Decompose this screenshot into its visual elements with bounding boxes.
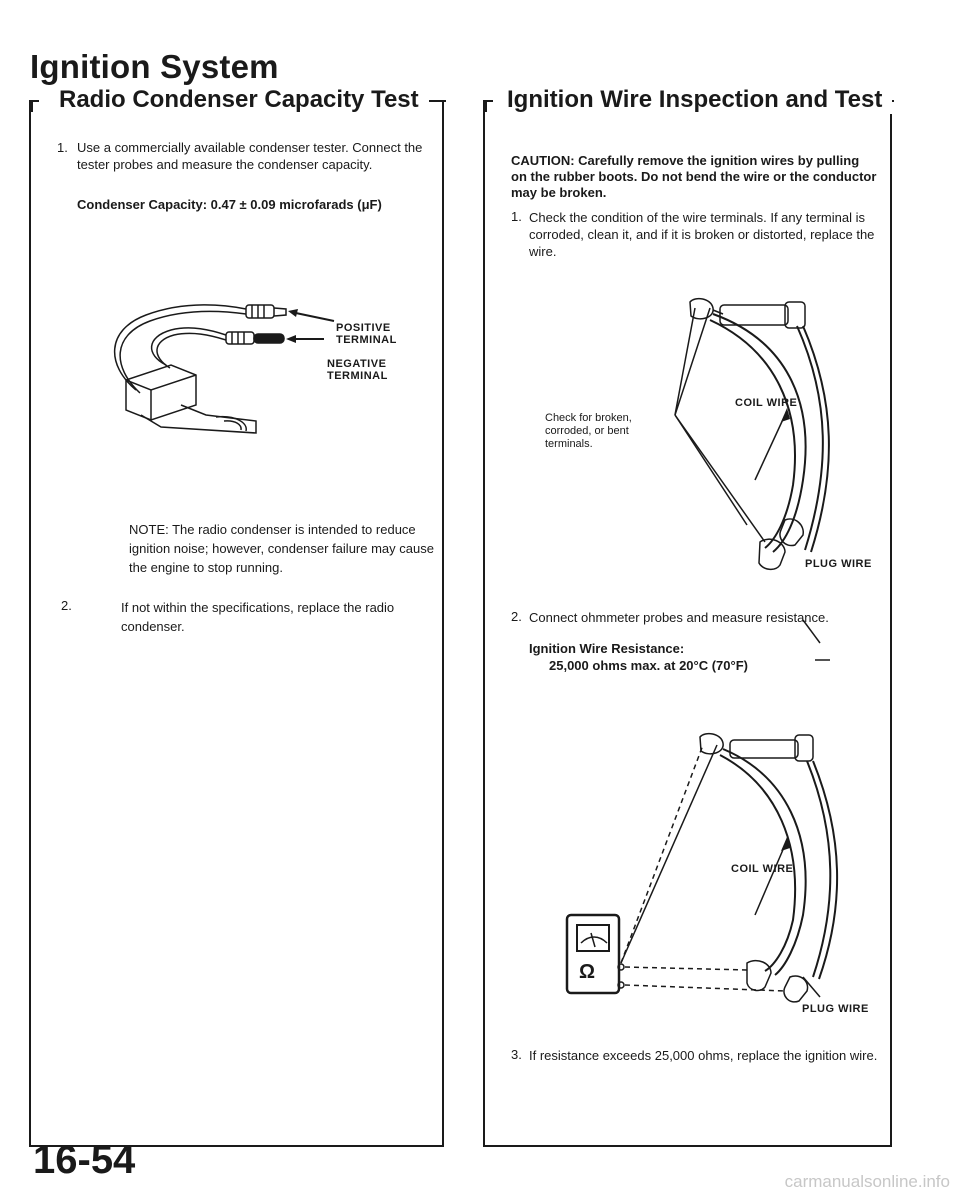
condenser-capacity-spec: Condenser Capacity: 0.47 ± 0.09 microfarads (μF) — [77, 197, 382, 212]
step-text: Check the condition of the wire terminals. If any terminal is corroded, clean it, and if it is broken or distorted, replace the wire. — [529, 210, 875, 259]
watermark: carmanualsonline.info — [784, 1172, 950, 1191]
page-number: 16-54 — [33, 1138, 136, 1182]
step-number: 2. — [61, 598, 72, 613]
plug-wire-label: PLUG WIRE — [802, 1003, 869, 1015]
step-number: 1. — [511, 209, 522, 224]
note-text: NOTE: The radio condenser is intended to reduce ignition noise; however, condenser failure may cause the engine to stop running. — [129, 522, 434, 575]
step-number: 2. — [511, 609, 522, 624]
caution-text: CAUTION: Carefully remove the ignition wires by pulling on the rubber boots. Do not bend the wire or the conductor may be broken. — [511, 153, 877, 200]
resistance-spec-value: 25,000 ohms max. at 20°C (70°F) — [549, 658, 748, 673]
step-text: If not within the specifications, replace the radio condenser. — [121, 600, 395, 634]
plug-wire-label: PLUG WIRE — [805, 558, 872, 570]
negative-terminal-label: NEGATIVE TERMINAL — [327, 358, 388, 382]
resistance-spec-label: Ignition Wire Resistance: — [529, 641, 685, 656]
condenser-test-panel — [29, 86, 444, 1147]
step-text: If resistance exceeds 25,000 ohms, replace the ignition wire. — [529, 1048, 878, 1063]
step-text: Use a commercially available condenser tester. Connect the tester probes and measure the condenser capacity. — [77, 140, 423, 172]
ohm-symbol: Ω — [579, 961, 596, 983]
ignition-wire-panel — [483, 86, 892, 1147]
page-title: Ignition System — [30, 48, 279, 85]
step-text: Connect ohmmeter probes and measure resistance. — [529, 610, 829, 625]
panel-corner — [31, 100, 33, 112]
check-terminals-note: Check for broken, corroded, or bent terminals. — [545, 412, 632, 450]
step-number: 3. — [511, 1047, 522, 1062]
positive-terminal-label: POSITIVE TERMINAL — [336, 322, 397, 346]
coil-wire-label: COIL WIRE — [731, 863, 794, 875]
ohmmeter-test-illustration — [485, 715, 885, 1015]
step-number: 1. — [57, 140, 68, 155]
section-title: Ignition Wire Inspection and Test — [497, 86, 892, 114]
coil-wire-label: COIL WIRE — [735, 397, 798, 409]
section-title: Radio Condenser Capacity Test — [49, 86, 429, 114]
panel-corner — [485, 100, 487, 112]
panel-corner — [442, 100, 444, 112]
